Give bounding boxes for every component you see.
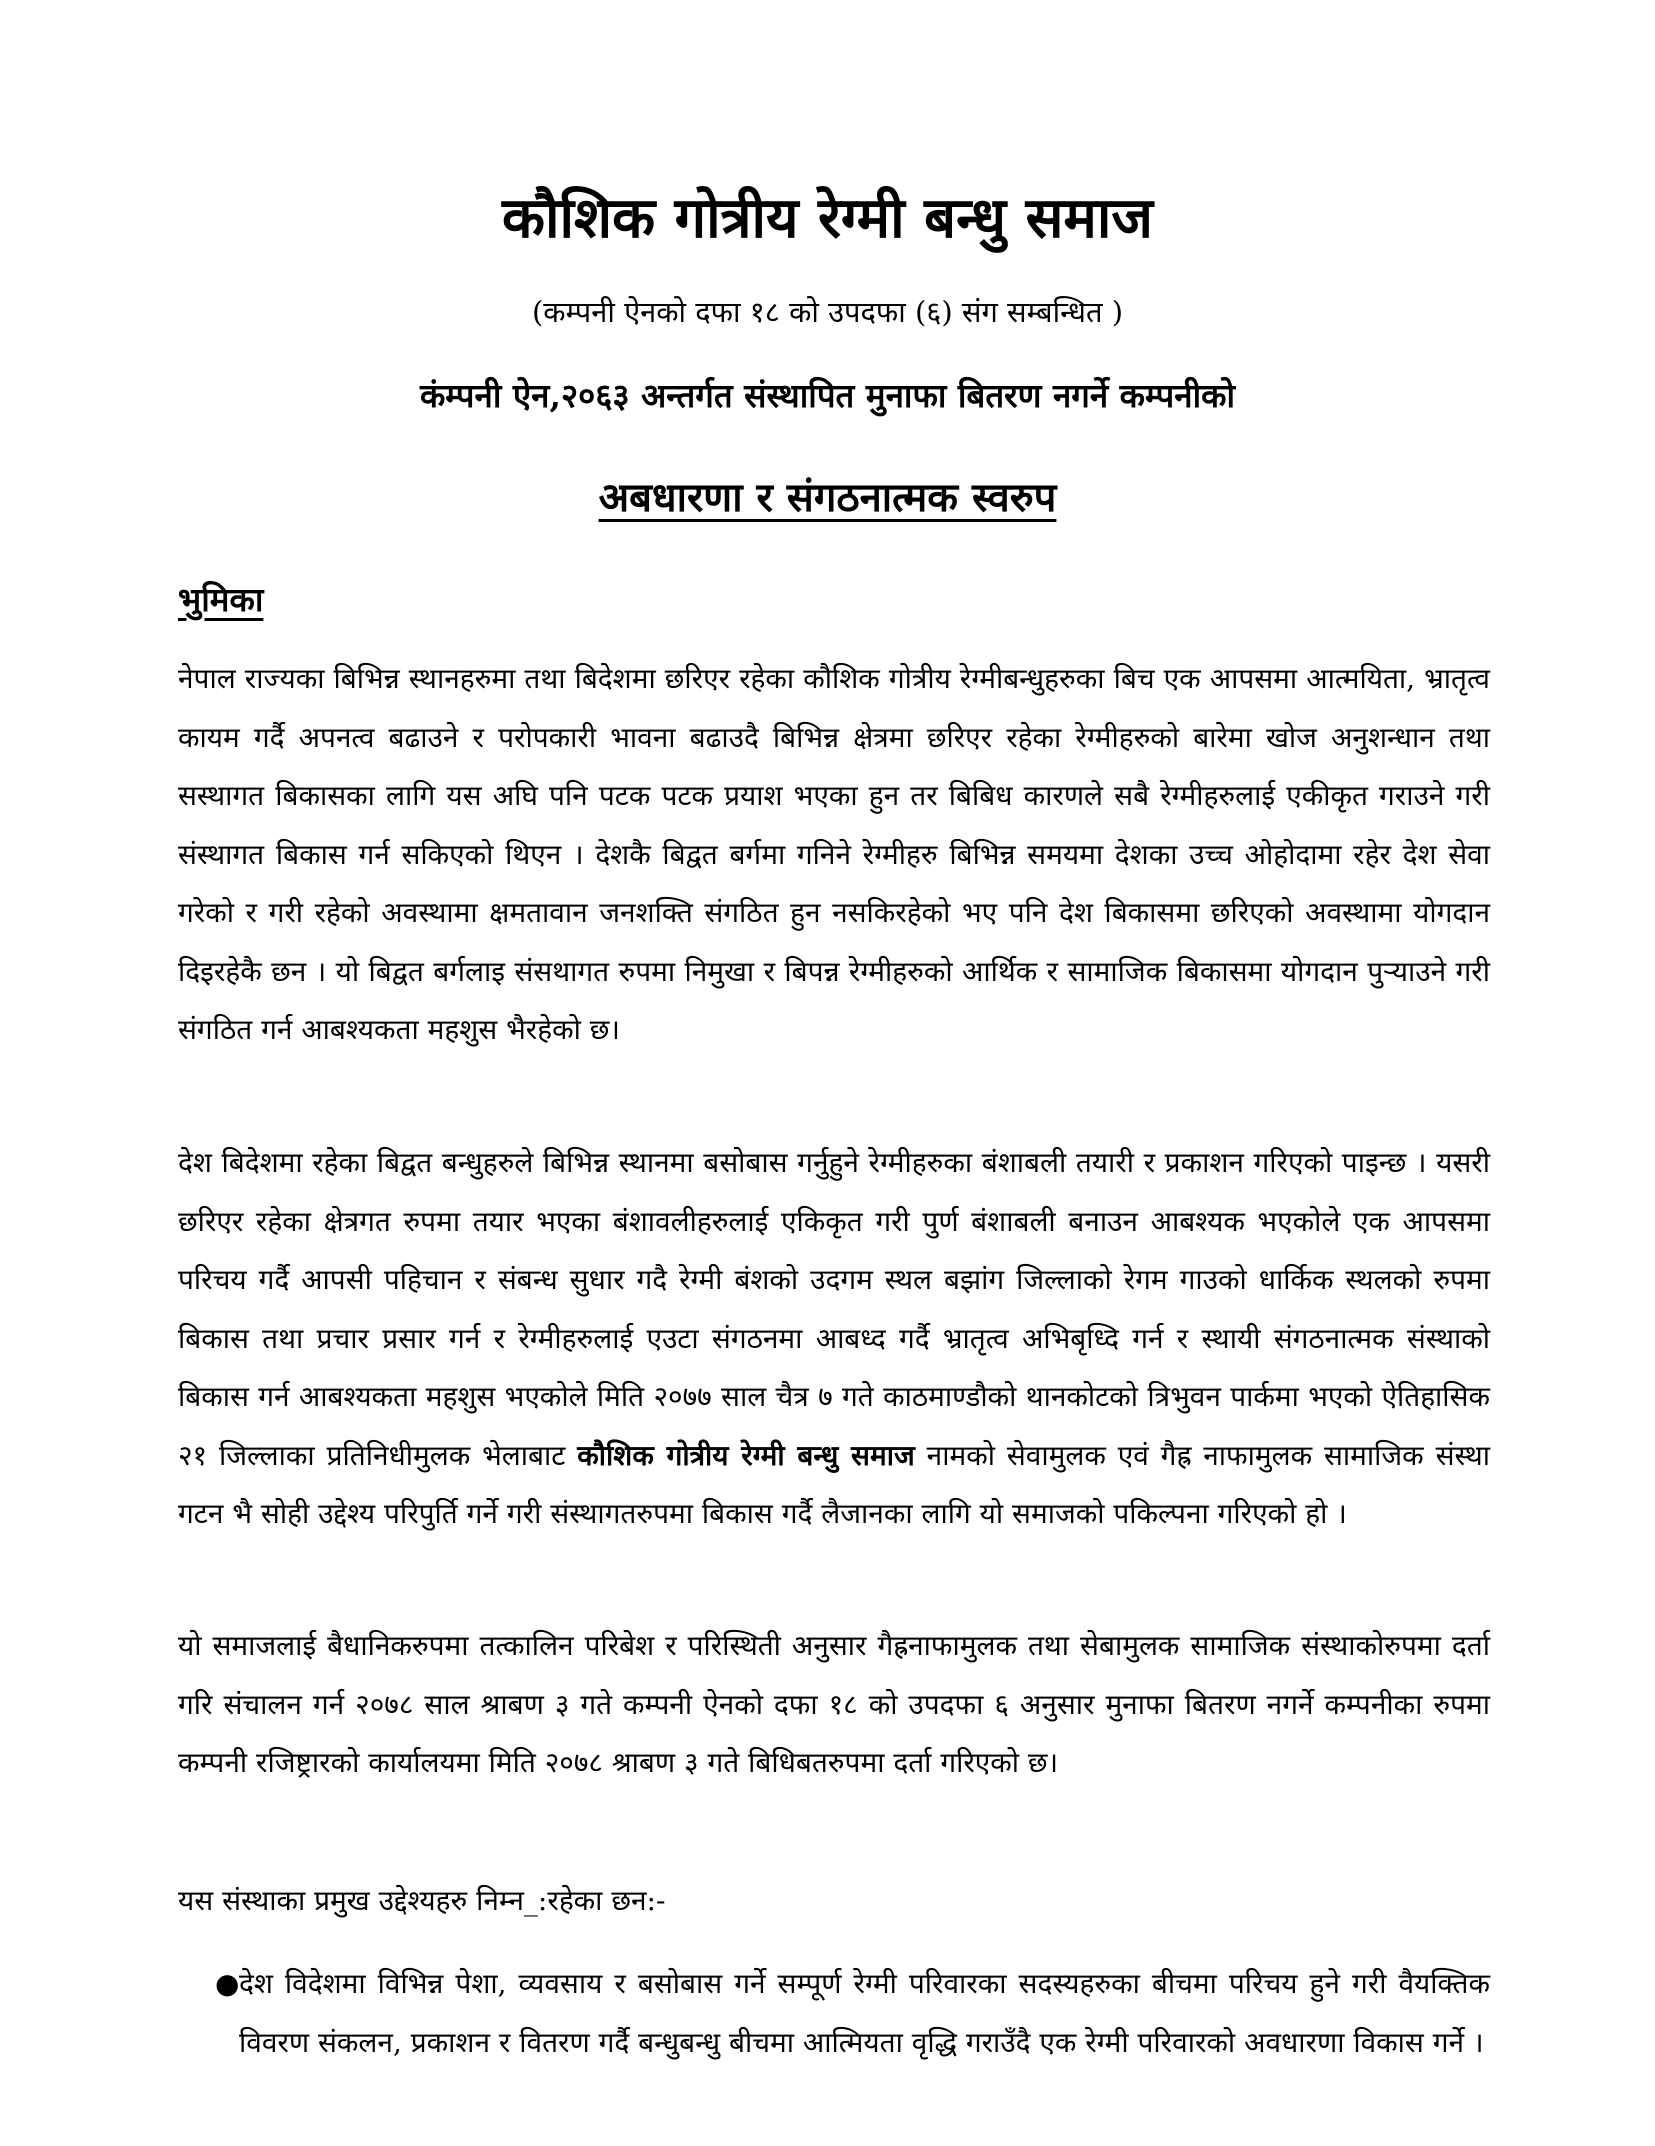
objectives-list xyxy=(215,1955,1490,2072)
list-item xyxy=(215,1955,1490,2072)
concept-heading-text: अबधारणा र संगठनात्मक स्वरुप xyxy=(598,474,1057,521)
paragraph-2-part-1: देश बिदेशमा रहेका बिद्वत बन्धुहरुले बिभिन्न स्थानमा बसोबास गर्नुहुने रेग्मीहरुका बंशाबली तयारी र प्रकाशन गरिएको पाइन्छ । यसरी छरिएर रहेका क्षेत्रगत रुपमा तयार भएका बंशावलीहरुलाई एकिकृत गरी पुर्ण बंशाबली बनाउन आबश्यक भएकोले एक आपसमा परिचय गर्दै आपसी पहिचान र संबन्ध सुधार गदै रेग्मी बंशको उदगम स्थल बझांग जिल्लाको रेगम गाउको धार्किक स्थलको रुपमा बिकास तथा प्रचार प्रसार गर्न र रेग्मीहरुलाई एउटा संगठनमा आबध्द गर्दै भ्रातृत्व अभिबृध्दि गर्न र स्थायी संगठनात्मक संस्थाको बिकास गर्न आबश्यकता महशुस भएकोले मिति २०७७ साल चैत्र ७ गते काठमाण्डौको थानकोटको त्रिभुवन पार्कमा भएको ऐतिहासिक २१ जिल्लाका प्रतिनिधीमुलक भेलाबाट xyxy=(178,1146,1490,1472)
paragraph-2-part-2: नामको सेवामुलक एवं गैह्र नाफामुलक सामाजिक संस्था गटन भै सोही उद्देश्य परिपुर्ति गर्ने गरी संस्थागतरुपमा बिकास गर्दै लैजानका लागि यो समाजको पकिल्पना गरिएको हो । xyxy=(178,1438,1490,1530)
concept-heading xyxy=(0,470,1655,526)
paragraph-2 xyxy=(178,1134,1490,1554)
document-subtitle: (कम्पनी ऐनको दफा १८ को उपदफा (६) संग सम्बन्धित ) xyxy=(531,295,1124,329)
section-heading-introduction: भुमिका xyxy=(178,580,264,619)
paragraph-2-text xyxy=(178,1134,1490,1544)
document-title: कौशिक गोत्रीय रेग्मी बन्धु समाज xyxy=(502,185,1153,251)
objectives-intro: यस संस्थाका प्रमुख उद्देश्यहरु निम्न_:रहेका छन:- xyxy=(178,1884,666,1917)
bullet-icon: ● xyxy=(215,1967,240,2000)
paragraph-3-text: यो समाजलाई बैधानिकरुपमा तत्कालिन परिबेश र परिस्थिती अनुसार गैह्रनाफामुलक तथा सेबामुलक सामाजिक संस्थाकोरुपमा दर्ता गरि संचालन गर्न २०७८ साल श्राबण ३ गते कम्पनी ऐनको दफा १८ को उपदफा ६ अनुसार मुनाफा बितरण नगर्ने कम्पनीका रुपमा कम्पनी रजिष्ट्रारको कार्यालयमा मिति २०७८ श्राबण ३ गते बिधिबतरुपमा दर्ता गरिएको छ। xyxy=(178,1629,1490,1779)
organization-name-bold: कौशिक गोत्रीय रेग्मी बन्धु समाज xyxy=(577,1438,915,1472)
objective-text: देश विदेशमा विभिन्न पेशा, व्यवसाय र बसोबास गर्ने सम्पूर्ण रेग्मी परिवारका सदस्यहरुका बीचमा परिचय हुने गरी वैयक्तिक विवरण संकलन, प्रकाशन र वितरण गर्दै बन्धुबन्धु बीचमा आत्मियता वृद्धि गराउँदै एक रेग्मी परिवारको अवधारणा विकास गर्ने । xyxy=(239,1967,1490,2059)
company-act-heading: कंम्पनी ऐन,२०६३ अन्तर्गत संस्थापित मुनाफा बितरण नगर्ने कम्पनीको xyxy=(419,376,1236,415)
paragraph-3 xyxy=(178,1617,1490,1803)
paragraph-1 xyxy=(178,650,1490,1070)
paragraph-4 xyxy=(178,1872,1490,1941)
paragraph-1-text: नेपाल राज्यका बिभिन्न स्थानहरुमा तथा बिदेशमा छरिएर रहेका कौशिक गोत्रीय रेग्मीबन्धुहरुका बिच एक आपसमा आत्मयिता, भ्रातृत्व कायम गर्दै अपनत्व बढाउने र परोपकारी भावना बढाउदै बिभिन्न क्षेत्रमा छरिएर रहेका रेग्मीहरुको बारेमा खोज अनुशन्धान तथा सस्थागत बिकासका लागि यस अघि पनि पटक पटक प्रयाश भएका हुन तर बिबिध कारणले सबै रेग्मीहरुलाई एकीकृत गराउने गरी संस्थागत बिकास गर्न सकिएको थिएन । देशकै बिद्वत बर्गमा गनिने रेग्मीहरु बिभिन्न समयमा देशका उच्च ओहोदामा रहेर देश सेवा गरेको र गरी रहेको अवस्थामा क्षमतावान जनशक्ति संगठित हुन नसकिरहेको भए पनि देश बिकासमा छरिएको अवस्थामा योगदान दिइरहेकै छन । यो बिद्वत बर्गलाइ संसथागत रुपमा निमुखा र बिपन्न रेग्मीहरुको आर्थिक र सामाजिक बिकासमा योगदान पुऱ्याउने गरी संगठित गर्न आबश्यकता महशुस भैरहेको छ। xyxy=(178,662,1491,1046)
